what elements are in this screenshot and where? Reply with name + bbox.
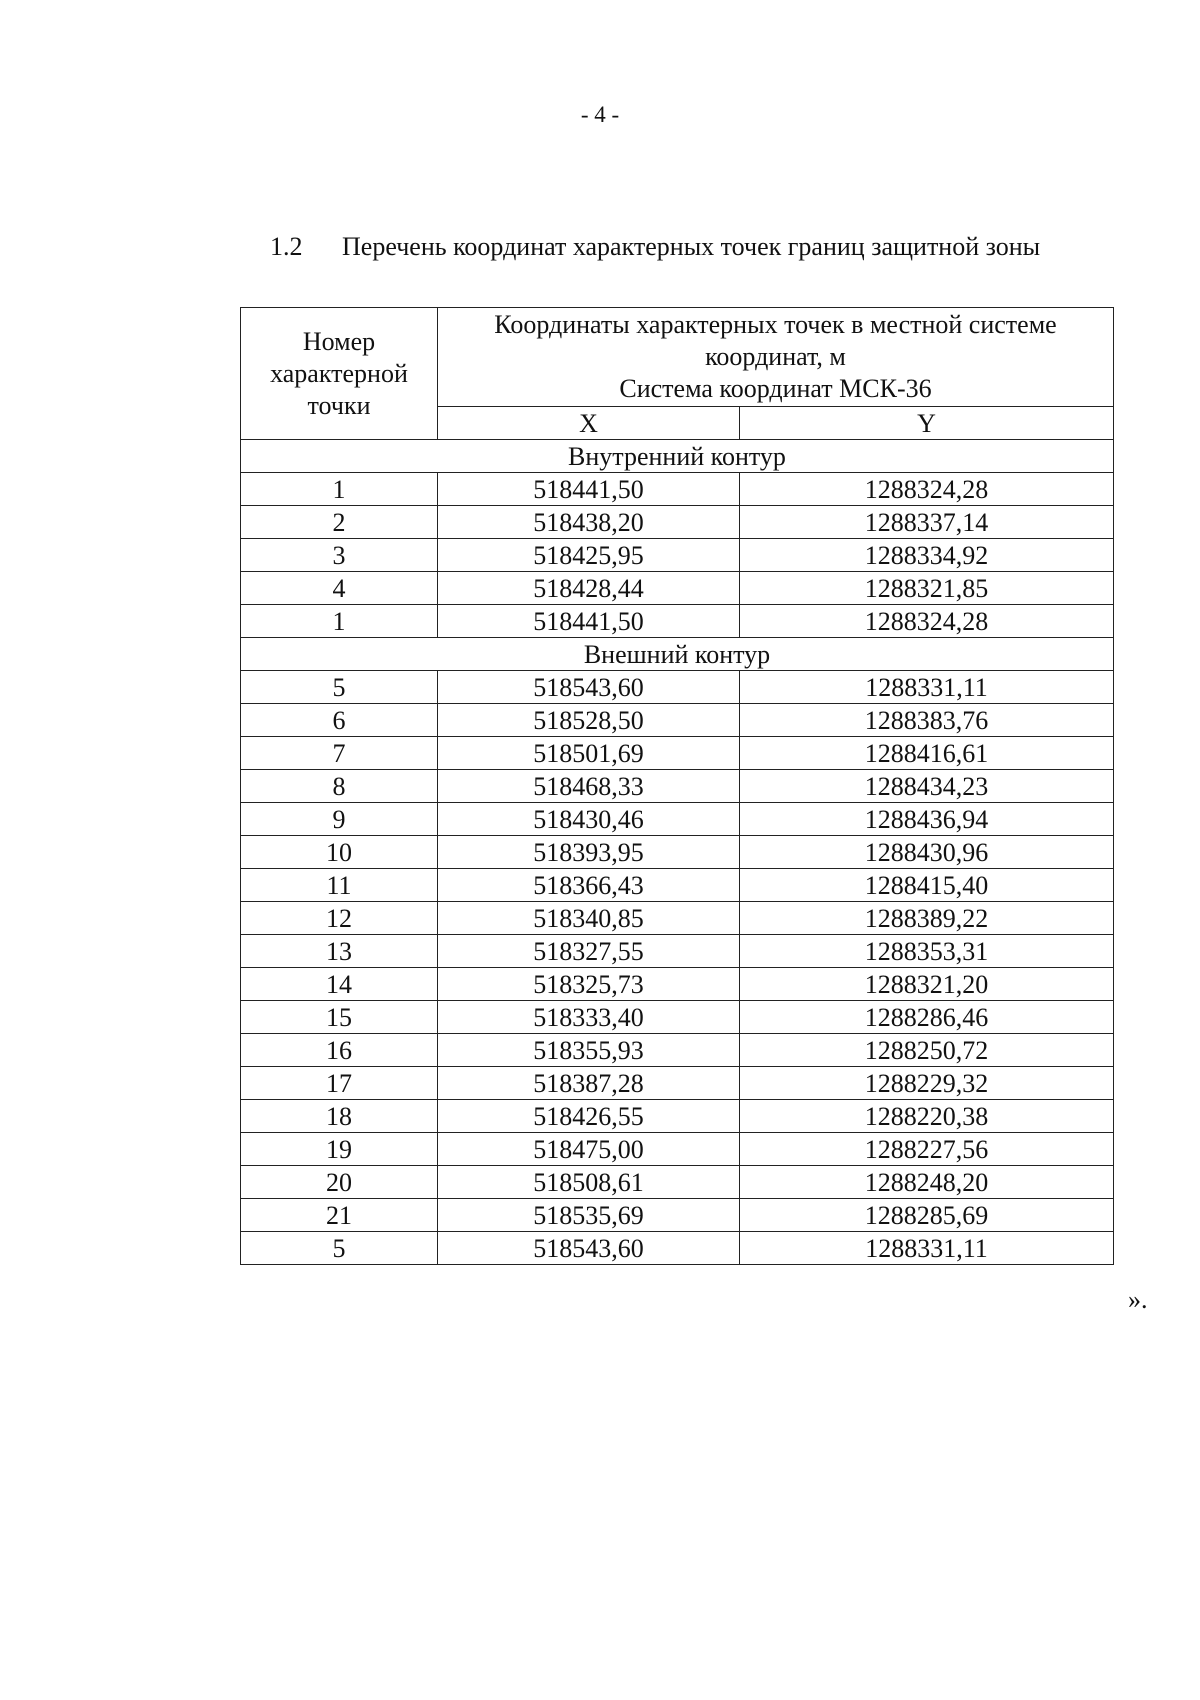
point-cell: 7	[241, 737, 438, 770]
x-cell: 518387,28	[438, 1067, 740, 1100]
point-cell: 19	[241, 1133, 438, 1166]
point-cell: 17	[241, 1067, 438, 1100]
point-cell: 5	[241, 1232, 438, 1265]
y-cell: 1288383,76	[740, 704, 1114, 737]
x-cell: 518340,85	[438, 902, 740, 935]
x-cell: 518508,61	[438, 1166, 740, 1199]
x-cell: 518425,95	[438, 539, 740, 572]
header-coordinates	[438, 308, 1114, 407]
table-row	[241, 704, 1114, 737]
table-row	[241, 671, 1114, 704]
x-cell: 518426,55	[438, 1100, 740, 1133]
y-cell: 1288337,14	[740, 506, 1114, 539]
table-row	[241, 836, 1114, 869]
section-title: Внутренний контур	[241, 440, 1114, 473]
x-cell: 518543,60	[438, 671, 740, 704]
header-point-line: точки	[307, 390, 371, 420]
table-row	[241, 1133, 1114, 1166]
point-cell: 11	[241, 869, 438, 902]
x-cell: 518393,95	[438, 836, 740, 869]
y-cell: 1288436,94	[740, 803, 1114, 836]
point-cell: 18	[241, 1100, 438, 1133]
x-cell: 518333,40	[438, 1001, 740, 1034]
y-cell: 1288324,28	[740, 605, 1114, 638]
x-cell: 518468,33	[438, 770, 740, 803]
y-cell: 1288331,11	[740, 1232, 1114, 1265]
header-coords-line: Координаты характерных точек в местной системе	[494, 310, 1057, 339]
point-cell: 8	[241, 770, 438, 803]
table-row	[241, 770, 1114, 803]
table-row	[241, 1067, 1114, 1100]
point-cell: 1	[241, 473, 438, 506]
table-row	[241, 506, 1114, 539]
section-row	[241, 440, 1114, 473]
point-cell: 9	[241, 803, 438, 836]
point-cell: 1	[241, 605, 438, 638]
y-cell: 1288415,40	[740, 869, 1114, 902]
table-row	[241, 1001, 1114, 1034]
x-cell: 518366,43	[438, 869, 740, 902]
point-cell: 4	[241, 572, 438, 605]
section-number: 1.2	[270, 232, 303, 261]
x-cell: 518528,50	[438, 704, 740, 737]
header-x: X	[438, 407, 740, 440]
header-point-line: Номер	[302, 326, 376, 356]
y-cell: 1288389,22	[740, 902, 1114, 935]
x-cell: 518428,44	[438, 572, 740, 605]
point-cell: 12	[241, 902, 438, 935]
point-cell: 16	[241, 1034, 438, 1067]
page-number: - 4 -	[580, 102, 620, 127]
table-row	[241, 1100, 1114, 1133]
table-row	[241, 1232, 1114, 1265]
y-cell: 1288250,72	[740, 1034, 1114, 1067]
point-cell: 5	[241, 671, 438, 704]
x-cell: 518327,55	[438, 935, 740, 968]
header-point-number	[241, 308, 438, 440]
y-cell: 1288248,20	[740, 1166, 1114, 1199]
closing-quote: ».	[1128, 1285, 1148, 1314]
section-heading	[270, 232, 1040, 262]
point-cell: 14	[241, 968, 438, 1001]
table-row	[241, 902, 1114, 935]
y-cell: 1288324,28	[740, 473, 1114, 506]
x-cell: 518535,69	[438, 1199, 740, 1232]
header-point-line: характерной	[270, 358, 408, 388]
y-cell: 1288353,31	[740, 935, 1114, 968]
table-row	[241, 539, 1114, 572]
table-row	[241, 869, 1114, 902]
y-cell: 1288321,85	[740, 572, 1114, 605]
table-row	[241, 473, 1114, 506]
x-cell: 518430,46	[438, 803, 740, 836]
y-cell: 1288220,38	[740, 1100, 1114, 1133]
section-row	[241, 638, 1114, 671]
x-cell: 518441,50	[438, 473, 740, 506]
x-cell: 518501,69	[438, 737, 740, 770]
coordinates-table	[240, 307, 1114, 1265]
x-cell: 518543,60	[438, 1232, 740, 1265]
y-cell: 1288434,23	[740, 770, 1114, 803]
section-title: Внешний контур	[241, 638, 1114, 671]
y-cell: 1288227,56	[740, 1133, 1114, 1166]
y-cell: 1288334,92	[740, 539, 1114, 572]
table-body	[241, 440, 1114, 1265]
table-row	[241, 605, 1114, 638]
point-cell: 10	[241, 836, 438, 869]
y-cell: 1288331,11	[740, 671, 1114, 704]
point-cell: 20	[241, 1166, 438, 1199]
x-cell: 518325,73	[438, 968, 740, 1001]
y-cell: 1288285,69	[740, 1199, 1114, 1232]
point-cell: 13	[241, 935, 438, 968]
y-cell: 1288229,32	[740, 1067, 1114, 1100]
y-cell: 1288321,20	[740, 968, 1114, 1001]
table-row	[241, 968, 1114, 1001]
table-row	[241, 1199, 1114, 1232]
point-cell: 2	[241, 506, 438, 539]
x-cell: 518438,20	[438, 506, 740, 539]
table-row	[241, 572, 1114, 605]
point-cell: 3	[241, 539, 438, 572]
table-row	[241, 737, 1114, 770]
table-row	[241, 935, 1114, 968]
y-cell: 1288286,46	[740, 1001, 1114, 1034]
table-row	[241, 803, 1114, 836]
x-cell: 518475,00	[438, 1133, 740, 1166]
x-cell: 518441,50	[438, 605, 740, 638]
point-cell: 15	[241, 1001, 438, 1034]
y-cell: 1288416,61	[740, 737, 1114, 770]
header-coords-line: Система координат МСК-36	[619, 374, 932, 403]
section-title: Перечень координат характерных точек границ защитной зоны	[342, 232, 1041, 261]
y-cell: 1288430,96	[740, 836, 1114, 869]
table-header-row	[241, 308, 1114, 407]
x-cell: 518355,93	[438, 1034, 740, 1067]
point-cell: 21	[241, 1199, 438, 1232]
header-coords-line: координат, м	[705, 342, 846, 371]
header-y: Y	[740, 407, 1114, 440]
table-row	[241, 1034, 1114, 1067]
point-cell: 6	[241, 704, 438, 737]
table-row	[241, 1166, 1114, 1199]
